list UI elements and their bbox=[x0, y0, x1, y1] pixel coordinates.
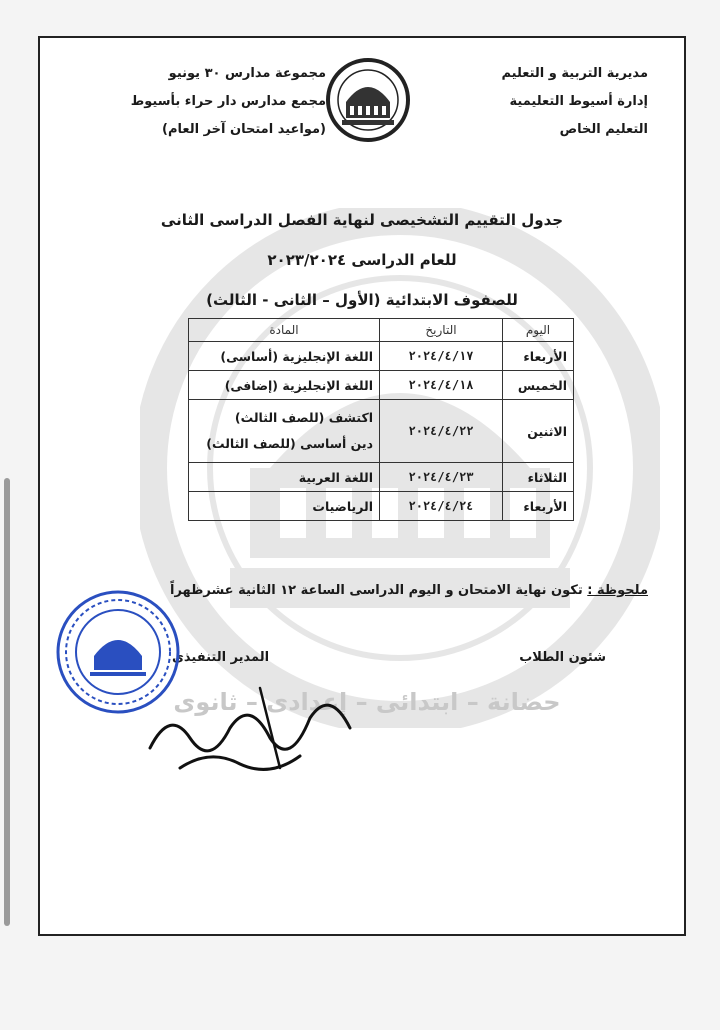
column-header-day: اليوم bbox=[503, 319, 574, 342]
exam-schedule-table bbox=[188, 318, 574, 521]
row-subject-line: دين أساسى (للصف الثالث) bbox=[206, 436, 373, 451]
table-row bbox=[189, 463, 574, 492]
table-row bbox=[189, 371, 574, 400]
row-subject: الرياضيات bbox=[189, 492, 380, 521]
signature-executive-director: المدير التنفيذى bbox=[172, 650, 270, 665]
table-row bbox=[189, 400, 574, 463]
table-row bbox=[189, 342, 574, 371]
document-titles bbox=[40, 200, 684, 320]
row-subject: اللغة العربية bbox=[189, 463, 380, 492]
note-label: ملحوظة : bbox=[587, 583, 648, 598]
header-school-complex: مجمع مدارس دار حراء بأسيوط bbox=[130, 94, 326, 109]
row-date: ٢٠٢٤/٤/٢٤ bbox=[380, 492, 503, 521]
header-left-block bbox=[86, 60, 326, 144]
row-day: الأربعاء bbox=[503, 342, 574, 371]
row-date: ٢٠٢٤/٤/١٧ bbox=[380, 342, 503, 371]
column-header-subject: المادة bbox=[189, 319, 380, 342]
row-day: الأربعاء bbox=[503, 492, 574, 521]
title-schedule: جدول التقييم التشخيصى لنهاية الفصل الدراسى الثانى bbox=[160, 211, 564, 229]
row-date: ٢٠٢٤/٤/٢٣ bbox=[380, 463, 503, 492]
table-row bbox=[189, 492, 574, 521]
header-directorate: مديرية التربية و التعليم bbox=[501, 66, 648, 81]
header-administration: إدارة أسيوط التعليمية bbox=[509, 94, 648, 109]
row-subject bbox=[189, 400, 380, 463]
header-right-block bbox=[468, 60, 648, 144]
note-text: تكون نهاية الامتحان و اليوم الدراسى الساعة ١٢ الثانية عشرظهراً bbox=[169, 583, 583, 598]
footer-watermark: حضانة – ابتدائى – إعدادى – ثانوى bbox=[173, 688, 561, 716]
row-subject: اللغة الإنجليزية (أساسى) bbox=[189, 342, 380, 371]
row-date: ٢٠٢٤/٤/٢٢ bbox=[380, 400, 503, 463]
title-grades: للصفوف الابتدائية (الأول – الثانى - الثالث) bbox=[206, 291, 518, 309]
column-header-date: التاريخ bbox=[380, 319, 503, 342]
school-logo bbox=[324, 58, 412, 144]
row-day: الاثنين bbox=[503, 400, 574, 463]
signature-student-affairs: شئون الطلاب bbox=[519, 650, 606, 665]
table-header-row bbox=[189, 319, 574, 342]
row-date: ٢٠٢٤/٤/١٨ bbox=[380, 371, 503, 400]
scrollbar[interactable] bbox=[4, 478, 10, 926]
row-subject-line: اكتشف (للصف الثالث) bbox=[234, 410, 373, 425]
title-academic-year: للعام الدراسى ٢٠٢٣/٢٠٢٤ bbox=[267, 251, 457, 269]
handwritten-signature bbox=[140, 668, 380, 788]
header-school-group: مجموعة مدارس ٣٠ يونيو bbox=[168, 66, 326, 81]
row-day: الخميس bbox=[503, 371, 574, 400]
row-subject: اللغة الإنجليزية (إضافى) bbox=[189, 371, 380, 400]
header-department: التعليم الخاص bbox=[559, 122, 648, 137]
header-exam-schedule: (مواعيد امتحان آخر العام) bbox=[162, 122, 326, 137]
document-page bbox=[38, 36, 686, 936]
row-day: الثلاثاء bbox=[503, 463, 574, 492]
